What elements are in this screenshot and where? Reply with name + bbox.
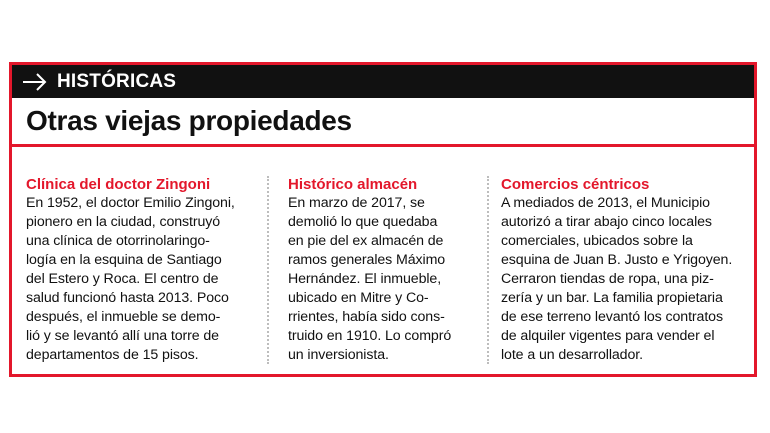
column-divider (487, 176, 489, 364)
body-line: ubicado en Mitre y Co- (288, 290, 429, 306)
body-line: de ese terreno levantó los contratos (501, 309, 723, 325)
body-line: En marzo de 2017, se (288, 195, 425, 211)
body-line: demolió lo que quedaba (288, 214, 438, 230)
body-line: zería y un bar. La familia propietaria (501, 290, 723, 306)
column-title: Clínica del doctor Zingoni (26, 176, 211, 193)
body-line: esquina de Juan B. Justo e Yrigoyen. (501, 252, 733, 268)
section-label: HISTÓRICAS (57, 70, 177, 92)
column-almacen (288, 176, 480, 365)
body-line: rrientes, había sido cons- (288, 309, 445, 325)
column-divider (267, 176, 269, 364)
column-comercios (501, 176, 753, 365)
body-line: un inversionista. (288, 347, 389, 363)
body-line: departamentos de 15 pisos. (26, 347, 199, 363)
body-line: después, el inmueble se demo- (26, 309, 221, 325)
body-line: del Estero y Roca. El centro de (26, 271, 219, 287)
headline: Otras viejas propiedades (26, 105, 352, 136)
body-line: una clínica de otorrinolaringo- (26, 233, 210, 249)
column-clinica (26, 176, 258, 365)
section-bar (12, 65, 754, 98)
body-line: pionero en la ciudad, construyó (26, 214, 221, 230)
body-line: Hernández. El inmueble, (288, 271, 442, 287)
article-box (9, 62, 757, 377)
body-line: ramos generales Máximo (288, 252, 446, 268)
body-line: autorizó a tirar abajo cinco locales (501, 214, 712, 230)
column-title: Comercios céntricos (501, 176, 650, 193)
body-line: En 1952, el doctor Emilio Zingoni, (26, 195, 235, 211)
body-line: logía en la esquina de Santiago (26, 252, 222, 268)
body-line: salud funcionó hasta 2013. Poco (26, 290, 229, 306)
body-line: en pie del ex almacén de (288, 233, 444, 249)
body-line: Cerraron tiendas de ropa, una piz- (501, 271, 714, 287)
arrow-right-icon (22, 72, 48, 92)
body-line: lió y se levantó allí una torre de (26, 328, 219, 344)
body-line: de alquiler vigentes para vender el (501, 328, 715, 344)
body-line: A mediados de 2013, el Municipio (501, 195, 710, 211)
body-line: comerciales, ubicados sobre la (501, 233, 693, 249)
body-line: lote a un desarrollador. (501, 347, 643, 363)
red-divider (12, 144, 754, 147)
body-line: truido en 1910. Lo compró (288, 328, 452, 344)
column-title: Histórico almacén (288, 176, 418, 193)
